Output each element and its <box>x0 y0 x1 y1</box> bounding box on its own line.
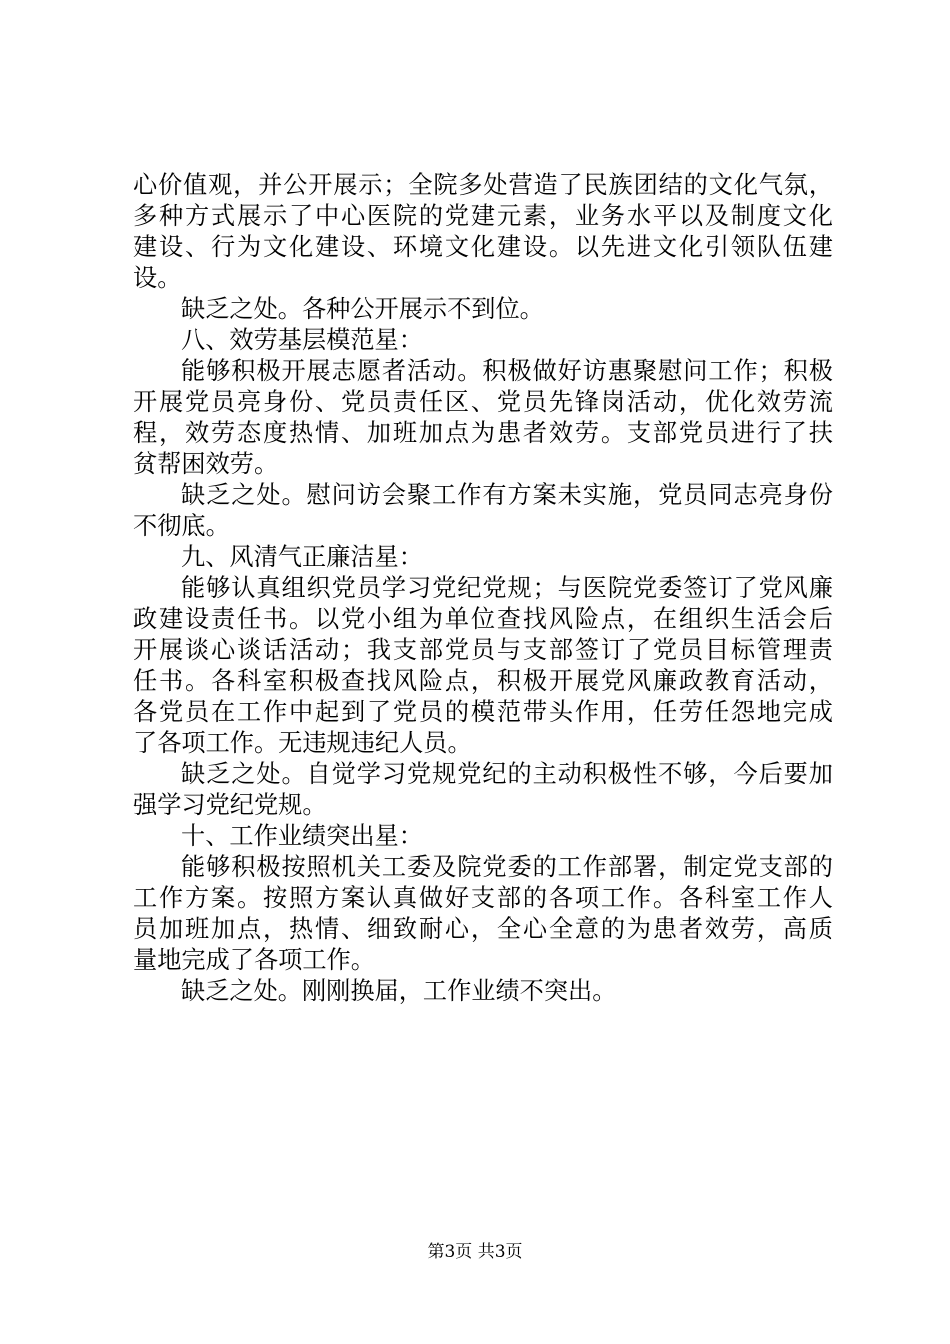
text-line: 缺乏之处。慰问访会聚工作有方案未实施，党员同志亮身份 <box>181 481 833 509</box>
text-line: 量地完成了各项工作。 <box>133 946 375 974</box>
page-footer: 第3页 共3页 <box>427 1242 523 1262</box>
text-line: 各党员在工作中起到了党员的模范带头作用，任劳任怨地完成 <box>133 698 833 726</box>
text-line: 缺乏之处。自觉学习党规党纪的主动积极性不够，今后要加 <box>181 760 833 788</box>
text-line: 能够积极按照机关工委及院党委的工作部署，制定党支部的 <box>181 853 833 881</box>
text-line: 强学习党纪党规。 <box>133 791 327 819</box>
text-line: 心价值观，并公开展示；全院多处营造了民族团结的文化气氛， <box>133 171 833 199</box>
text-line: 开展谈心谈话活动；我支部党员与支部签订了党员目标管理责 <box>133 636 833 664</box>
text-line: 九、风清气正廉洁星： <box>181 543 423 571</box>
text-line: 缺乏之处。刚刚换届，工作业绩不突出。 <box>181 977 617 1005</box>
text-line: 多种方式展示了中心医院的党建元素，业务水平以及制度文化 <box>133 202 833 230</box>
text-line: 十、工作业绩突出星： <box>181 822 423 850</box>
text-line: 工作方案。按照方案认真做好支部的各项工作。各科室工作人 <box>133 884 833 912</box>
text-line: 任书。各科室积极查找风险点，积极开展党风廉政教育活动， <box>133 667 833 695</box>
text-line: 设。 <box>133 264 182 292</box>
text-line: 能够积极开展志愿者活动。积极做好访惠聚慰问工作；积极 <box>181 357 833 385</box>
document-body <box>133 170 833 1007</box>
text-line: 程，效劳态度热情、加班加点为患者效劳。支部党员进行了扶 <box>133 419 833 447</box>
text-line: 建设、行为文化建设、环境文化建设。以先进文化引领队伍建 <box>133 233 833 261</box>
text-line: 八、效劳基层模范星： <box>181 326 423 354</box>
text-line: 开展党员亮身份、党员责任区、党员先锋岗活动，优化效劳流 <box>133 388 833 416</box>
text-line: 政建设责任书。以党小组为单位查找风险点，在组织生活会后 <box>133 605 833 633</box>
text-line: 能够认真组织党员学习党纪党规；与医院党委签订了党风廉 <box>181 574 833 602</box>
text-line: 不彻底。 <box>133 512 230 540</box>
text-line: 贫帮困效劳。 <box>133 450 279 478</box>
text-line: 员加班加点，热情、细致耐心，全心全意的为患者效劳，高质 <box>133 915 833 943</box>
text-line: 缺乏之处。各种公开展示不到位。 <box>181 295 544 323</box>
text-line: 了各项工作。无违规违纪人员。 <box>133 729 472 757</box>
